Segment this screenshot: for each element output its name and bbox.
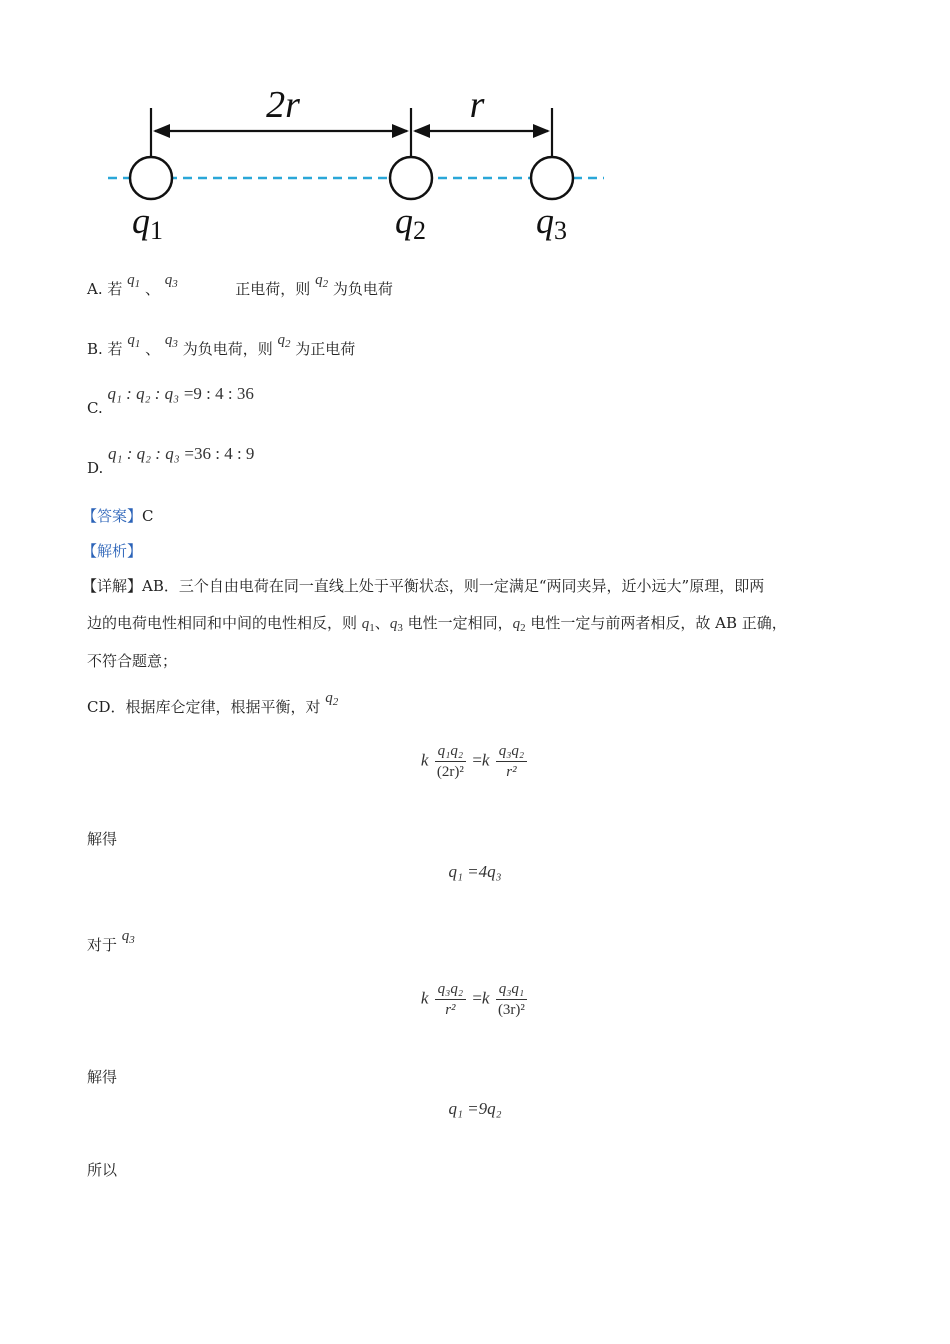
- charge-circle-q1: [130, 157, 172, 199]
- option-a[interactable]: A. 若 $q_1$ 、 $q_3$ 正电荷，则 $q_2$ 为负电荷: [87, 272, 393, 298]
- answer-line: [82, 505, 154, 526]
- detail-cd: CD．根据库仑定律，根据平衡，对 $q_2$: [87, 690, 339, 716]
- option-c-label: C.: [87, 399, 103, 417]
- answer-value: C: [142, 507, 154, 525]
- option-d[interactable]: D. q₁ : q₂ : q₃ =36 : 4 : 9: [87, 444, 255, 477]
- label-q2: q2: [395, 201, 426, 245]
- equation-2: k $\frac{\text{q₃q₂}}{\text{r²}}$ =k $\frac{\text{q₃q₁}}{\text{(3r)²}}$: [0, 980, 950, 1019]
- label-q3: q3: [536, 201, 567, 245]
- option-b-label: B. 若: [87, 340, 123, 358]
- result-1: q₁ =4q₃: [448, 862, 502, 881]
- detail-line-2: 边的电荷电性相同和中间的电性相反，则 $q_1$、$q_3$ 电性一定相同，$q_2$ 电性一定与前两者相反，故 AB 正确，: [87, 614, 787, 634]
- answer-tag: 【答案】: [82, 507, 143, 525]
- detail-solve-1: 解得: [87, 830, 118, 848]
- option-d-label: D.: [87, 459, 104, 477]
- charge-circle-q2: [390, 157, 432, 199]
- label-2r: 2r: [266, 84, 300, 126]
- option-a-label: A. 若: [87, 280, 123, 298]
- detail-so: 所以: [87, 1161, 118, 1179]
- label-q1: q1: [132, 201, 163, 245]
- option-c[interactable]: C. q₁ : q₂ : q₃ =9 : 4 : 36: [87, 384, 254, 417]
- detail-line-3: 不符合题意；: [87, 652, 178, 670]
- detail-for-q3: 对于 $q_3$: [87, 928, 135, 954]
- result-2: q₁ =9q₂: [448, 1099, 502, 1118]
- equation-1: k $\frac{\text{q₁q₂}}{\text{(2r)²}}$ =k $\frac{\text{q₃q₂}}{\text{r²}}$: [0, 742, 950, 781]
- detail-line-1: 【详解】AB．三个自由电荷在同一直线上处于平衡状态，则一定满足“两同夹异，近小远大”原理，即两: [82, 577, 765, 595]
- charge-diagram: [0, 0, 950, 250]
- option-b[interactable]: B. 若 $q_1$ 、 $q_3$ 为负电荷，则 $q_2$ 为正电荷: [87, 332, 356, 358]
- charge-circle-q3: [531, 157, 573, 199]
- label-r: r: [469, 84, 485, 126]
- detail-solve-2: 解得: [87, 1068, 118, 1086]
- analysis-tag: 【解析】: [82, 542, 143, 560]
